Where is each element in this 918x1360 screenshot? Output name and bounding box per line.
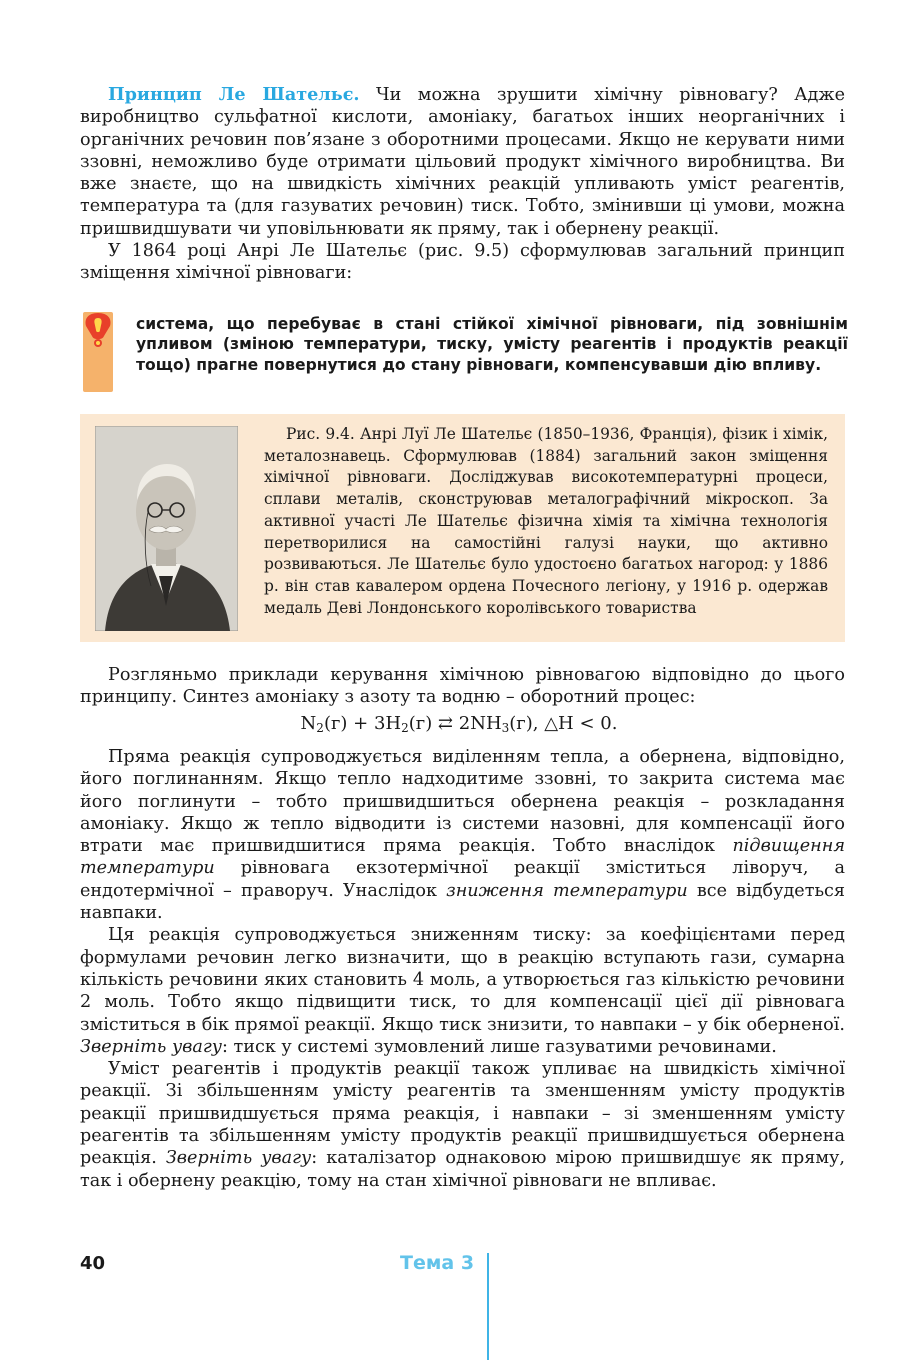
content-text-1: Уміст реагентів і продуктів реакції також упливає на швидкість хімічної реакції. Зі збільшенням умісту реагентів та зменшенням умісту продуктів реакції пришвидшується пряма реакція, і навпаки – зі зменшенням умісту реагентів та збільшенням умісту продуктів реакції пришвидшується обернена реакція. — [80, 1059, 845, 1169]
eq-part2: (г) ⇄ 2NH — [408, 713, 502, 734]
pressure-text-1: Ця реакція супроводжується зниженням тиску: за коефіцієнтами перед формулами речовин легко визначити, що в реакцію вступають гази, сумарна кількість речовини яких становить 4 моль, а утворюється газ кількістю речовини 2 моль. Тобто якщо підвищити тиск, то для компенсації цієї дії рівновага зміститься в бік прямої реакції. Якщо тиск знизити, то навпаки – у бік оберненої. — [80, 925, 845, 1035]
eq-n: N — [300, 713, 317, 734]
topic-label: Тема 3 — [400, 1252, 475, 1274]
content-emphasis: Зверніть увагу — [165, 1148, 312, 1169]
temp-text-1: Пряма реакція супроводжується виділенням тепла, а обернена, відповідно, його поглинанням. Якщо тепло надходитиме ззовні, то закрита система має його поглинути – тобто пришвидшиться обернена реакція – розкладання амоніаку. Якщо ж тепло відводити із системи назовні, для компенсації його втрати має пришвидшитися пряма реакція. Тобто внаслідок — [80, 747, 845, 857]
intro-paragraph — [80, 84, 845, 240]
temp-text-2: рівновага екзотермічної реакції зміститься ліворуч, а ендотермічної – праворуч. Унаслідок — [80, 858, 845, 901]
caption-text: Рис. 9.4. Анрі Луї Ле Шательє (1850–1936, Франція), фізик і хімік, металознавець. Сформулював (1884) загальний закон зміщення хімічної рівноваги. Досліджував високотемпературні процеси, сплави металів, сконструював металографічний мікроскоп. За активної участі Ле Шательє фізична хімія та хімічна технологія перетворилися на самостійні галузі науки, що активно розвиваються. Ле Шательє було удостоєно багатьох нагород: у 1886 р. він став кавалером ордена Почесного легіону, у 1916 р. одержав медаль Деві Лондонського королівського товариства — [264, 425, 828, 617]
section-heading: Принцип Ле Шательє. — [108, 84, 360, 105]
history-paragraph: У 1864 році Анрі Ле Шательє (рис. 9.5) сформулював загальний принцип зміщення хімічної рівноваги: — [80, 241, 845, 284]
intro-section — [80, 84, 845, 285]
intro-text: Чи можна зрушити хімічну рівновагу? Адже виробництво сульфатної кислоти, амоніаку, багатьох інших неорганічних і органічних речовин пов’язане з оборотними процесами. Якщо не керувати ними ззовні, неможливо буде отримати цільовий продукт хімічного виробництва. Ви вже знаєте, що на швидкість хімічних реакцій упливають уміст реагентів, температура та (для газуватих речовин) тиск. Тобто, змінивши ці умови, можна пришвидшувати чи уповільнювати як пряму, так і обернену реакції. — [80, 85, 845, 239]
exclamation-icon — [83, 312, 113, 348]
page-number: 40 — [80, 1253, 106, 1274]
example-section — [80, 664, 845, 709]
footer-divider — [487, 1253, 489, 1360]
example-paragraph: Розгляньмо приклади керування хімічною рівновагою відповідно до цього принципу. Синтез амоніаку з азоту та водню – оборотний процес: — [80, 665, 845, 708]
rule-text: система, що перебуває в стані стійкої хімічної рівноваги, під зовнішнім упливом (зміною температури, тиску, умісту реагентів і продуктів реакції тощо) прагне повернутися до стану рівноваги, компенсувавши дію впливу. — [136, 315, 848, 374]
temp-emphasis-2: зниження температури — [446, 880, 688, 901]
pressure-emphasis: Зверніть увагу — [80, 1036, 222, 1057]
portrait-image — [95, 426, 238, 631]
eq-nh-sub: 3 — [501, 721, 510, 735]
eq-part1: (г) + 3H — [323, 713, 402, 734]
content-text-2: : каталізатор однаковою мірою пришвидшує як пряму, так і обернену реакцію, тому на стан хімічної рівноваги не впливає. — [80, 1148, 845, 1191]
eq-h-sub: 2 — [401, 721, 409, 735]
temp-text-3: все відбудеться навпаки. — [80, 880, 845, 924]
body-section — [80, 746, 845, 1192]
eq-part3: (г), △H < 0. — [509, 713, 618, 734]
figure-caption — [264, 424, 828, 619]
principle-rule — [83, 312, 846, 398]
content-paragraph — [80, 1058, 845, 1192]
temp-emphasis-1: підвищення температури — [80, 836, 845, 879]
eq-n-sub: 2 — [316, 721, 324, 735]
pressure-paragraph — [80, 924, 845, 1058]
temperature-paragraph — [80, 746, 845, 924]
ammonia-equation — [0, 712, 918, 740]
figure-box — [80, 414, 845, 642]
pressure-text-2: : тиск у системі зумовлений лише газуватими речовинами. — [221, 1036, 777, 1057]
